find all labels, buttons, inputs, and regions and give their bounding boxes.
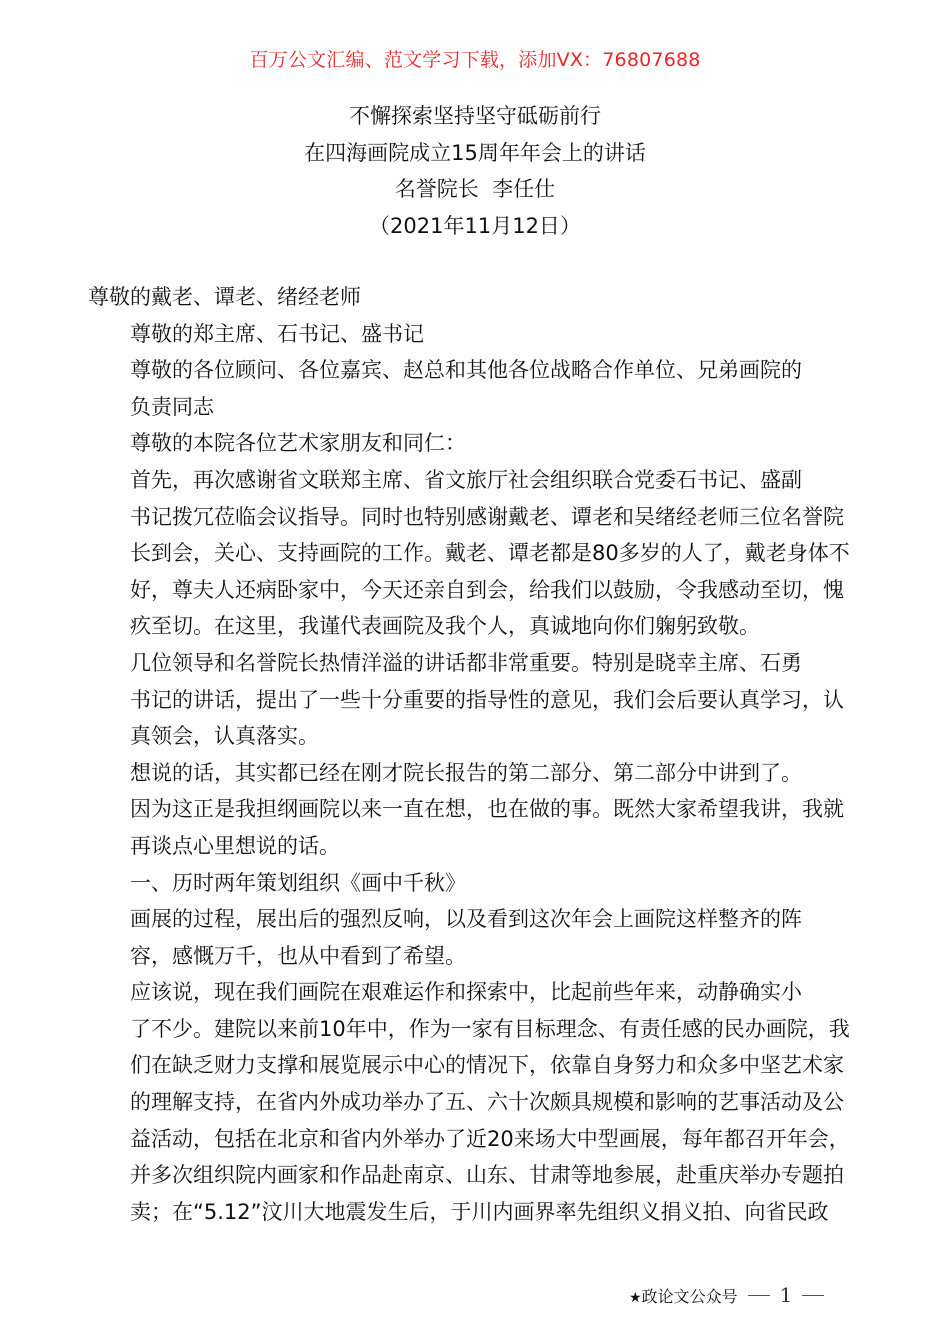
footer-source [629, 1284, 738, 1307]
paragraph-line: 因为这正是我担纲画院以来一直在想，也在做的事。既然大家希望我讲，我就 [130, 797, 844, 822]
paragraph [88, 755, 870, 865]
speech-title-block [0, 98, 950, 244]
paragraph-line: 疚至切。在这里，我谨代表画院及我个人，真诚地向你们躹躬致敬。 [130, 614, 760, 639]
paragraph-line: 画展的过程，展出后的强烈反响，以及看到这次年会上画院这样整齐的阵 [130, 907, 802, 932]
paragraph [88, 279, 870, 316]
paragraph-line: 卖；在“5.12”汶川大地震发生后，于川内画界率先组织义捐义拍、向省民政 [130, 1199, 829, 1224]
paragraph-line: 益活动，包括在北京和省内外举办了近20来场大中型画展，每年都召开年会， [130, 1126, 850, 1151]
document-body [88, 279, 870, 1230]
paragraph-line: 了不少。建院以来前10年中，作为一家有目标理念、有责任感的民办画院，我 [130, 1016, 850, 1041]
page-footer [629, 1283, 824, 1307]
paragraph [88, 425, 870, 462]
paragraph-line: 真领会，认真落实。 [130, 724, 319, 749]
paragraph-line: 几位领导和名誉院长热情洋溢的讲话都非常重要。特别是晓幸主席、石勇 [130, 650, 802, 675]
paragraph-line: 尊敬的郑主席、石书记、盛书记 [130, 321, 424, 346]
speech-title: 不懈探索坚持坚守砥砺前行 [349, 104, 601, 128]
paragraph-line: 书记的讲话，提出了一些十分重要的指导性的意见，我们会后要认真学习，认 [130, 687, 844, 712]
paragraph [88, 645, 870, 755]
paragraph-line: 尊敬的各位顾问、各位嘉宾、赵总和其他各位战略合作单位、兄弟画院的 [130, 358, 802, 383]
paragraph-line: 一、历时两年策划组织《画中千秋》 [130, 870, 466, 895]
paragraph-line: 的理解支持，在省内外成功举办了五、六十次颇具规模和影响的艺事活动及公 [130, 1090, 844, 1115]
paragraph-line: 们在缺乏财力支撑和展览展示中心的情况下，依靠自身努力和众多中坚艺术家 [130, 1053, 844, 1078]
page-number-dash-left [748, 1295, 770, 1296]
paragraph-line: 应该说，现在我们画院在艰难运作和探索中，比起前些年来，动静确实小 [130, 980, 802, 1005]
paragraph-line: 负责同志 [130, 394, 214, 419]
speech-date: （2021年11月12日） [369, 213, 581, 238]
page-number-dash-right [802, 1295, 824, 1296]
paragraph [88, 974, 870, 1230]
paragraph [88, 462, 870, 645]
paragraph [88, 352, 870, 425]
paragraph [88, 865, 870, 902]
paragraph-line: 好，尊夫人还病卧家中，今天还亲自到会，给我们以鼓励，令我感动至切，愧 [130, 577, 844, 602]
paragraph-line: 尊敬的戴老、谭老、绪经老师 [88, 285, 361, 309]
paragraph-line: 想说的话，其实都已经在刚才院长报告的第二部分、第二部分中讲到了。 [130, 760, 802, 785]
paragraph-line: 容，感慨万千，也从中看到了希望。 [130, 943, 466, 968]
speech-subtitle: 在四海画院成立15周年年会上的讲话 [304, 140, 646, 165]
paragraph [88, 901, 870, 974]
paragraph-line: 并多次组织院内画家和作品赴南京、山东、甘肃等地参展，赴重庆举办专题拍 [130, 1163, 844, 1188]
paragraph [88, 316, 870, 353]
paragraph-line: 尊敬的本院各位艺术家朋友和同仁： [130, 431, 466, 456]
star-icon: ★ [629, 1289, 642, 1306]
footer-source-label: 政论文公众号 [641, 1286, 738, 1306]
watermark-banner: 百万公文汇编、范文学习下载，添加VX：76807688 [249, 49, 701, 71]
paragraph-line: 再谈点心里想说的话。 [130, 833, 340, 858]
paragraph-line: 长到会，关心、支持画院的工作。戴老、谭老都是80多岁的人了，戴老身体不 [130, 541, 850, 566]
speaker-name: 名誉院长 李任仕 [394, 177, 556, 201]
paragraph-line: 书记拨冗莅临会议指导。同时也特别感谢戴老、谭老和吴绪经老师三位名誉院 [130, 504, 844, 529]
paragraph-line: 首先，再次感谢省文联郑主席、省文旅厅社会组织联合党委石书记、盛副 [130, 467, 802, 492]
page-number: 1 [779, 1283, 793, 1307]
